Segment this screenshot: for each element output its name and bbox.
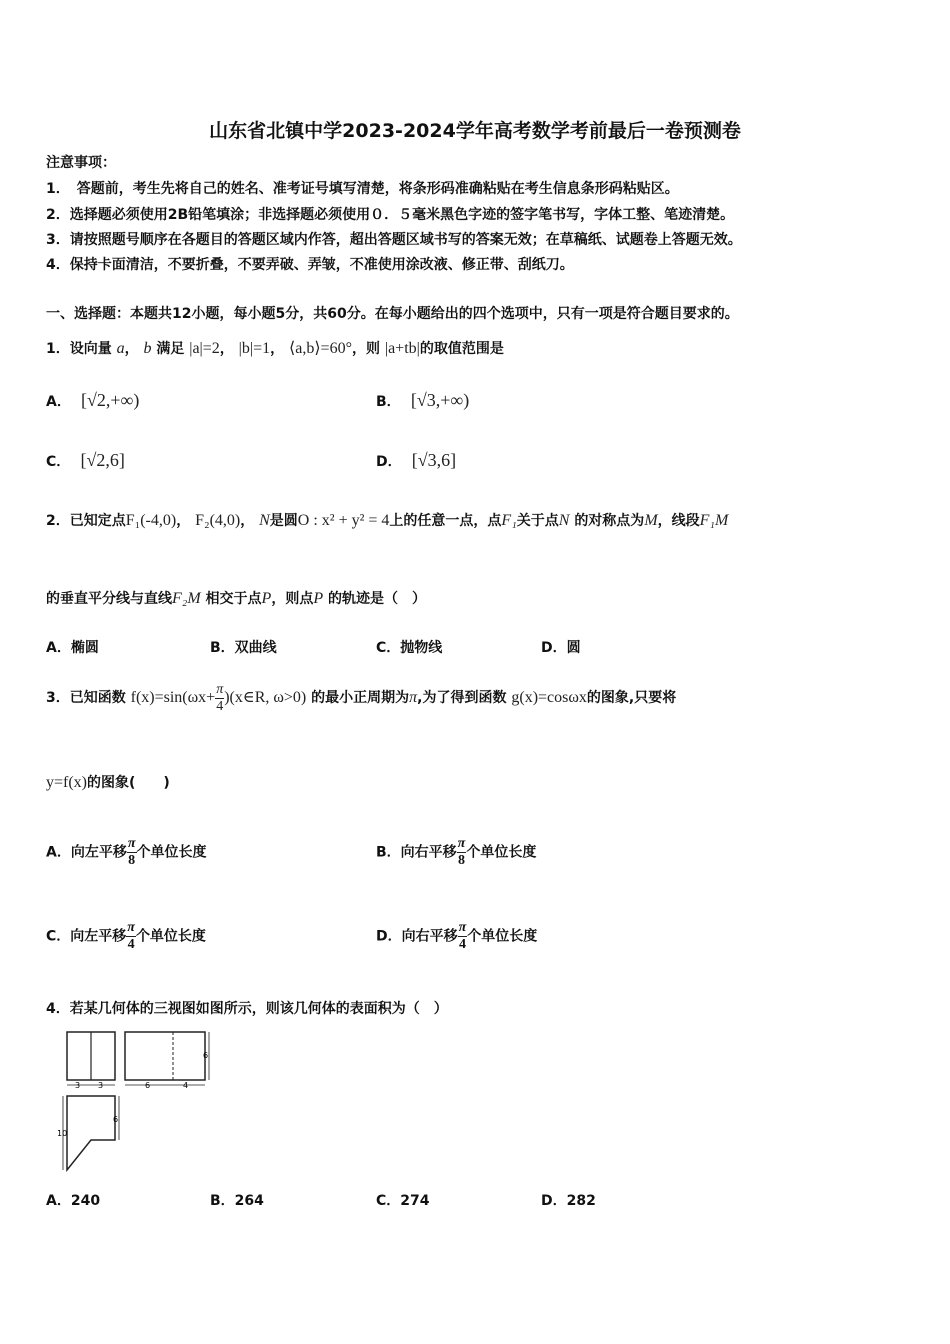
section-heading: 一、选择题：本题共12小题，每小题5分，共60分。在每小题给出的四个选项中，只有一项是符合题目要求的。 <box>46 306 739 322</box>
notice-item-1: 1． 答题前，考生先将自己的姓名、准考证号填写清楚，将条形码准确粘贴在考生信息条形码粘贴区。 <box>46 181 679 197</box>
q1-expression: |a+tb| <box>384 340 420 357</box>
dim-label-c: 6 <box>145 1081 151 1090</box>
q2-circle: O : x² + y² = 4 <box>297 512 390 529</box>
q1-text-1: 1．设向量 <box>46 341 112 357</box>
q2-option-d[interactable]: D．圆 <box>541 640 581 656</box>
q2-point-f1: F₁(-4,0) <box>125 512 177 529</box>
q1-vector-a: a <box>116 340 125 357</box>
q1-option-b[interactable]: B． [√3,+∞) <box>376 390 470 410</box>
q1-cond-1: |a|=2 <box>189 340 220 357</box>
dim-label-a: 3 <box>75 1081 81 1090</box>
q2-option-c[interactable]: C．抛物线 <box>376 640 443 656</box>
top-view <box>67 1096 115 1170</box>
page-title: 山东省北镇中学2023-2024学年高考数学考前最后一卷预测卷 <box>209 120 741 142</box>
dim-label-d: 4 <box>183 1081 189 1090</box>
question-1: 1．设向量 a， b 满足 |a|=2， |b|=1， ⟨a,b⟩=60°，则 |a+tb|的取值范围是 <box>46 340 504 357</box>
q2-option-a[interactable]: A．椭圆 <box>46 640 99 656</box>
notice-item-2: 2．选择题必须使用2B铅笔填涂；非选择题必须使用０．５毫米黑色字迹的签字笔书写，字体工整、笔迹清楚。 <box>46 207 735 223</box>
q2-option-b[interactable]: B．双曲线 <box>210 640 277 656</box>
q4-option-c[interactable]: C．274 <box>376 1193 430 1209</box>
q4-option-d[interactable]: D．282 <box>541 1193 596 1209</box>
q1-text-4: 的取值范围是 <box>419 341 504 357</box>
question-2: 2．已知定点F₁(-4,0)， F₂(4,0)， N是圆O : x² + y² = 4上的任意一点，点F₁关于点N 的对称点为M，线段F₁M <box>46 512 729 529</box>
question-3: 3．已知函数 f(x)=sin(ωx+ $\frac{\pi}{4}$ )(x∈R, ω>0) 的最小正周期为π,为了得到函数 g(x)=cosωx的图象,只要将 <box>46 682 677 714</box>
dim-label-b: 3 <box>98 1081 104 1090</box>
q2-point-f2: F₂(4,0) <box>195 512 241 529</box>
three-view-diagram <box>55 1028 225 1178</box>
q1-option-c[interactable]: C． [√2,6] <box>46 450 125 470</box>
q1-sep: ， <box>124 341 139 357</box>
dim-label-f: 10 <box>57 1129 68 1138</box>
dim-label-e: 6 <box>203 1051 209 1060</box>
notice-heading: 注意事项： <box>46 155 116 171</box>
side-view <box>125 1032 205 1080</box>
dim-label-g: 6 <box>113 1115 119 1124</box>
q1-option-d[interactable]: D． [√3,6] <box>376 450 457 470</box>
q3-option-a[interactable]: A．向左平移 $\frac{\pi}{8}$ 个单位长度 <box>46 836 207 868</box>
q3-function-g: g(x)=cosωx <box>511 689 587 707</box>
q1-text-3: ，则 <box>351 341 380 357</box>
q3-option-c[interactable]: C．向左平移 $\frac{\pi}{4}$ 个单位长度 <box>46 920 206 952</box>
q3-option-b[interactable]: B．向右平移 $\frac{\pi}{8}$ 个单位长度 <box>376 836 537 868</box>
q1-cond-2: |b|=1 <box>238 340 271 357</box>
question-3-line-2: y=f(x)的图象( ) <box>46 774 170 791</box>
question-4: 4．若某几何体的三视图如图所示，则该几何体的表面积为（ ） <box>46 1001 448 1017</box>
question-2-line-2: 的垂直平分线与直线F₂M 相交于点P，则点P 的轨迹是（ ） <box>46 590 426 607</box>
q4-option-b[interactable]: B．264 <box>210 1193 264 1209</box>
q1-cond-3: ⟨a,b⟩=60° <box>288 340 352 357</box>
q3-function-f: f(x)=sin(ωx+ $\frac{\pi}{4}$ )(x∈R, ω>0) <box>130 682 307 714</box>
q1-text-2: 满足 <box>156 341 185 357</box>
notice-item-3: 3．请按照题号顺序在各题目的答题区域内作答，超出答题区域书写的答案无效；在草稿纸、试题卷上答题无效。 <box>46 232 742 248</box>
q1-option-a[interactable]: A． [√2,+∞) <box>46 390 140 410</box>
q3-option-d[interactable]: D．向右平移 $\frac{\pi}{4}$ 个单位长度 <box>376 920 538 952</box>
notice-item-4: 4．保持卡面清洁，不要折叠，不要弄破、弄皱，不准使用涂改液、修正带、刮纸刀。 <box>46 257 574 273</box>
q4-option-a[interactable]: A．240 <box>46 1193 101 1209</box>
q1-vector-b: b <box>143 340 152 357</box>
